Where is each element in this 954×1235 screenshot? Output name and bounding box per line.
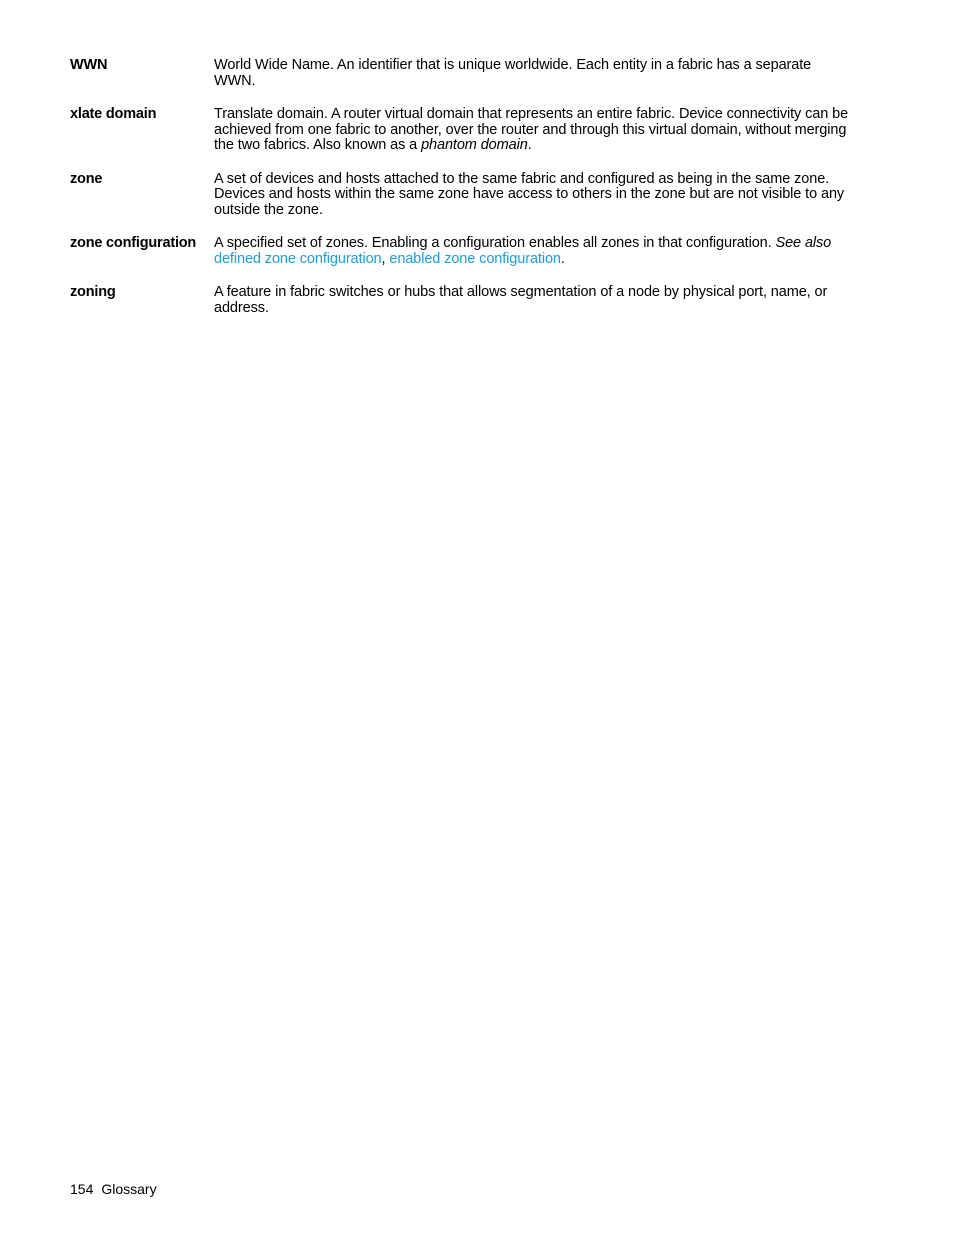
- glossary-term: zone configuration: [70, 235, 197, 251]
- link-separator: ,: [381, 250, 390, 267]
- glossary-definition: World Wide Name. An identifier that is unique worldwide. Each entity in a fabric has a separate WWN.: [214, 57, 812, 89]
- definition-text-end: .: [527, 137, 532, 153]
- footer-section-title: Glossary: [101, 1181, 157, 1197]
- definition-text: Translate domain. A router virtual domain that represents an entire fabric. Device connectivity can be achieved from one fabric to another, over the router and through this virtual domain, without merging the two fabrics. Also known as a: [214, 106, 849, 153]
- glossary-term: WWN: [70, 57, 108, 73]
- glossary-entry-zone: [70, 172, 850, 219]
- glossary-term: xlate domain: [70, 106, 157, 122]
- page-footer: [70, 1181, 157, 1197]
- glossary-definition: [214, 236, 850, 267]
- glossary-entry-wwn: [70, 58, 850, 89]
- glossary-definition: [214, 107, 850, 154]
- glossary-entry-zoning: [70, 285, 850, 316]
- page-number: 154: [70, 1181, 94, 1197]
- link-defined-zone-configuration[interactable]: defined zone configuration: [214, 250, 382, 267]
- definition-text-end: .: [560, 250, 565, 267]
- glossary-entries: [70, 58, 850, 334]
- see-also-label: See also: [775, 235, 832, 251]
- link-enabled-zone-configuration[interactable]: enabled zone configuration: [389, 250, 561, 267]
- glossary-definition: A set of devices and hosts attached to the same fabric and configured as being in the same zone. Devices and hosts within the same zone have access to others in the zone but are not visible to any outside the zone.: [214, 170, 845, 218]
- glossary-entry-xlate-domain: [70, 107, 850, 154]
- glossary-term: zone: [70, 170, 103, 187]
- glossary-entry-zone-configuration: [70, 236, 850, 267]
- definition-text: A specified set of zones. Enabling a configuration enables all zones in that configuration.: [214, 235, 776, 251]
- definition-italic-term: phantom domain: [421, 137, 528, 153]
- glossary-term: zoning: [70, 284, 116, 300]
- glossary-definition: A feature in fabric switches or hubs that allows segmentation of a node by physical port, name, or address.: [214, 284, 828, 316]
